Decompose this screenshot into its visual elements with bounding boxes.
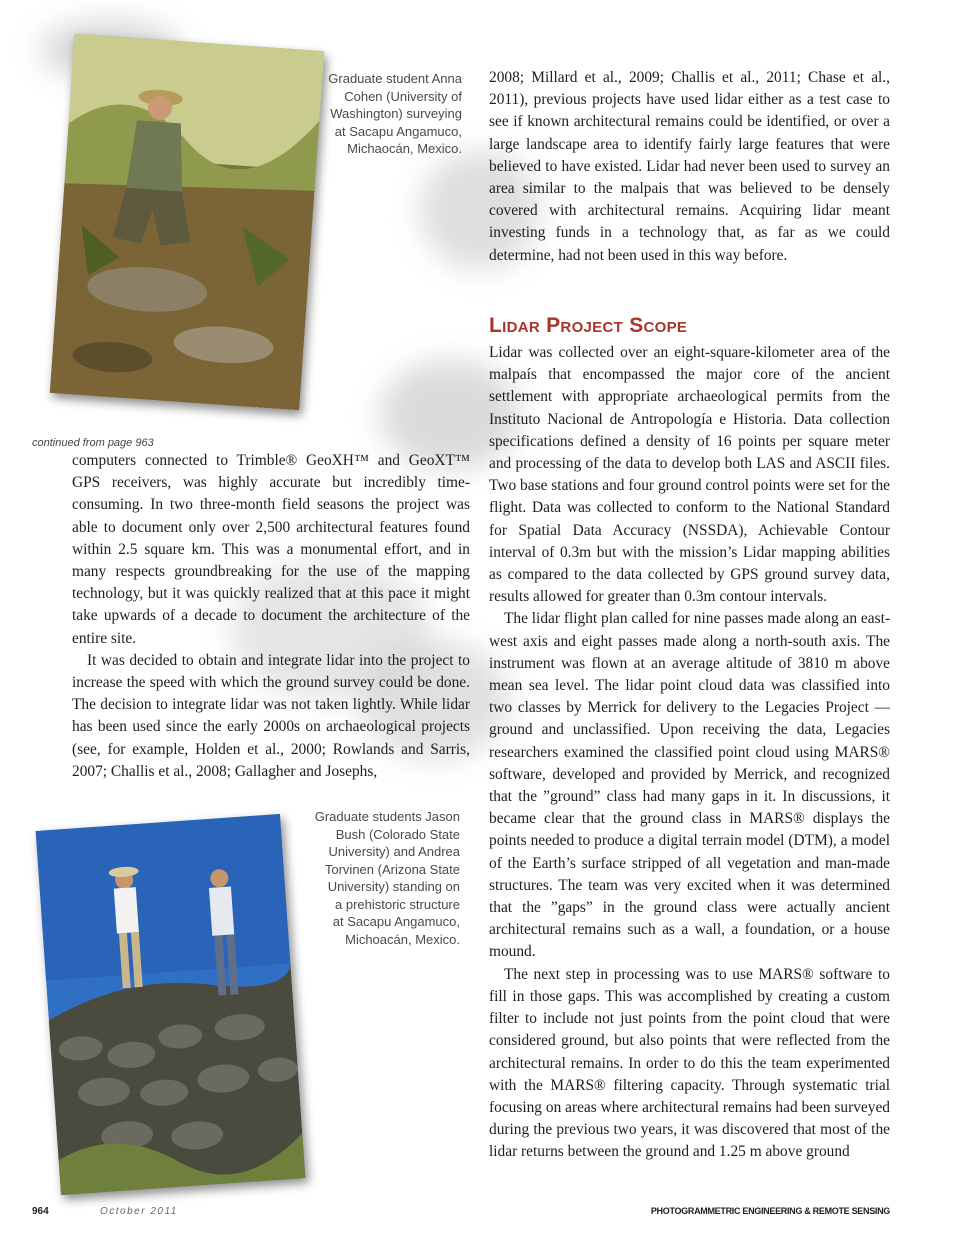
paragraph-right-1: Lidar was collected over an eight-square-kilometer area of the malpaís that encompassed the major core of the ancient settlement with appropriate archaeological permits from the Instituto Nacional de Antropología e Historia. Data collection specifications defined a density of 16 points per square meter and processing of the data to develop both LAS and ASCII files. Two base stations and four ground control points were set for the flight. Data was collected to conform to the National Standard for Spatial Data Accuracy (NSSDA), Achievable Contour interval of 0.3m but with the mission’s Lidar mapping abilities as compared to the data collected by GPS ground survey data, results allowed for greater than 0.3m contour intervals.: [489, 344, 890, 606]
right-column-top: [489, 67, 890, 267]
caption-line: Bush (Colorado State: [335, 826, 460, 842]
caption-line: University) standing on: [327, 879, 460, 894]
caption-line: Graduate students Jason: [314, 809, 460, 824]
caption-line: at Sacapu Angamuco,: [332, 914, 460, 929]
footer-journal: PHOTOGRAMMETRIC ENGINEERING & REMOTE SENSING: [650, 1206, 890, 1216]
caption-top: [300, 70, 462, 158]
section-heading: Lidar Project Scope: [489, 314, 688, 337]
caption-line: Cohen (University of: [344, 88, 462, 104]
caption-line: Graduate student Anna: [328, 71, 462, 86]
caption-line: at Sacapu Angamuco,: [334, 123, 462, 139]
caption-line: University) and Andrea: [328, 844, 460, 859]
caption-line: Torvinen (Arizona State: [324, 861, 460, 877]
photo-students-on-wall: [36, 814, 306, 1195]
caption-line: a prehistoric structure: [335, 896, 460, 912]
right-column: [489, 342, 890, 1164]
continued-label: continued from page 963: [32, 437, 154, 449]
footer-page-number: 964: [32, 1206, 49, 1217]
caption-line: Michoacán, Mexico.: [345, 931, 460, 947]
left-column: [72, 450, 470, 783]
paragraph-right-2: The lidar flight plan called for nine passes made along an east-west axis and eight passes made along a north-south axis. The instrument was flown at an average altitude of 3810 m above mean sea level. The lidar point cloud data was classified into two classes by Merrick for delivery to the Legacies Project — ground and unclassified. Upon receiving the data, Legacies researchers examined the classified point cloud using MARS® software, developed and provided by Merrick, and recognized that the ”ground” class had many gaps in it. In discussions, it became clear that the ground class in MARS® displays the points needed to produce a digital terrain model (DTM), a model of the Earth’s surface stripped of all vegetation and man-made structures. The team was very excited when it was determined that the ”gaps” in the ground class were actually ancient architectural remains such as a wall, a foundation, or a house mound.: [489, 610, 890, 961]
caption-bottom: [288, 808, 460, 948]
paragraph-citations: 2008; Millard et al., 2009; Challis et al., 2011; Chase et al., 2011), previous projects have used lidar either as a test case to see if known architectural remains could be identified, or over a large landscape area to identify fairly large features that were believed to have existed. Lidar had never been used to survey an area similar to the malpais that was believed to be densely covered with architectural remains. Acquiring lidar meant investing funds in a technology that, as far as we could determine, had not been used in this way before.: [489, 69, 890, 264]
footer-date: October 2011: [100, 1206, 178, 1217]
paragraph-left-1: computers connected to Trimble® GeoXH™ and GeoXT™ GPS receivers, was highly accurate but incredibly time-consuming. In two three-month field seasons the project was able to document only over 2,500 architectural features found within 2.5 square km. This was a monumental effort, and in many respects groundbreaking for the use of the mapping technology, but it was quickly realized that at this pace it might take upwards of a decade to document the architecture of the entire site.: [72, 452, 470, 647]
caption-line: Michaocán, Mexico.: [347, 141, 462, 156]
photo-surveyor: [50, 34, 325, 411]
paragraph-right-3: The next step in processing was to use MARS® software to fill in those gaps. This was accomplished by creating a custom filter to include not just points from the point cloud that were considered ground, but also points that were reflected from the architectural remains. In order to do this the team experimented with the MARS® filtering capacity. Through systematic trial focusing on areas where architectural remains had been surveyed during the previous two years, it was discovered that most of the lidar returns between the ground and 1.25 m above ground: [489, 965, 890, 1161]
caption-line: Washington) surveying: [330, 106, 462, 121]
paragraph-left-2: It was decided to obtain and integrate lidar into the project to increase the speed with which the ground survey could be done. The decision to integrate lidar was not taken lightly. While lidar has been used since the early 2000s on archaeological projects (see, for example, Holden et al., 2000; Rowlands and Sarris, 2007; Challis et al., 2008; Gallagher and Josephs,: [72, 651, 470, 780]
